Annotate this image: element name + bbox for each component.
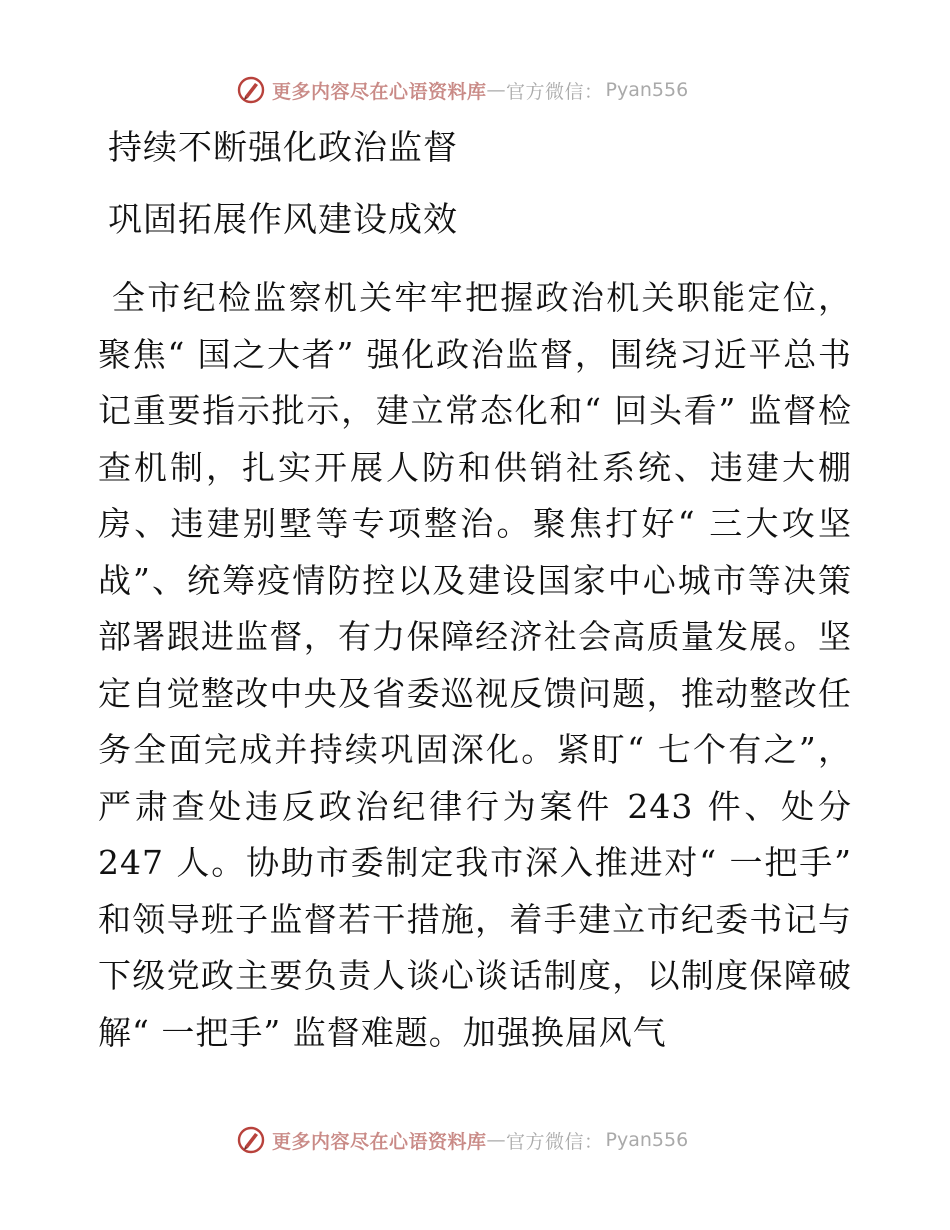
pen-logo-icon <box>236 1125 266 1155</box>
watermark-wechat-label: 官方微信： <box>506 1130 604 1153</box>
watermark-dash: — <box>486 79 507 101</box>
watermark-footer <box>236 1122 756 1158</box>
watermark-main-text: 更多内容尽在心语资料库 <box>272 1130 487 1153</box>
watermark-main-text: 更多内容尽在心语资料库 <box>272 80 487 103</box>
watermark-header <box>236 72 756 108</box>
section-heading-1: 持续不断强化政治监督 <box>108 128 458 168</box>
body-paragraph: 全市纪检监察机关牢牢把握政治机关职能定位，聚焦“ 国之大者” 强化政治监督，围绕习近平总书记重要指示批示，建立常态化和“ 回头看” 监督检查机制，扎实开展人防和供销社系统、违建大棚房、违建别墅等专项整治。聚焦打好“ 三大攻坚战”、统筹疫情防控以及建设国家中心城市等决策部署跟进监督，有力保障经济社会高质量发展。坚定自觉整改中央及省委巡视反馈问题，推动整改任务全面完成并持续巩固深化。紧盯“ 七个有之”，严肃查处违反政治纪律行为案件 243 件、处分 247 人。协助市委制定我市深入推进对“ 一把手” 和领导班子监督若干措施，着手建立市纪委书记与下级党政主要负责人谈心谈话制度，以制度保障破解“ 一把手” 监督难题。加强换届风气 <box>98 278 852 1052</box>
watermark-dash: — <box>486 1129 507 1151</box>
pen-logo-icon <box>236 75 266 105</box>
watermark-wechat-label: 官方微信： <box>506 80 604 103</box>
watermark-wechat-id: Pyan556 <box>605 79 689 101</box>
watermark-wechat-id: Pyan556 <box>605 1129 689 1151</box>
section-heading-2: 巩固拓展作风建设成效 <box>108 200 458 240</box>
